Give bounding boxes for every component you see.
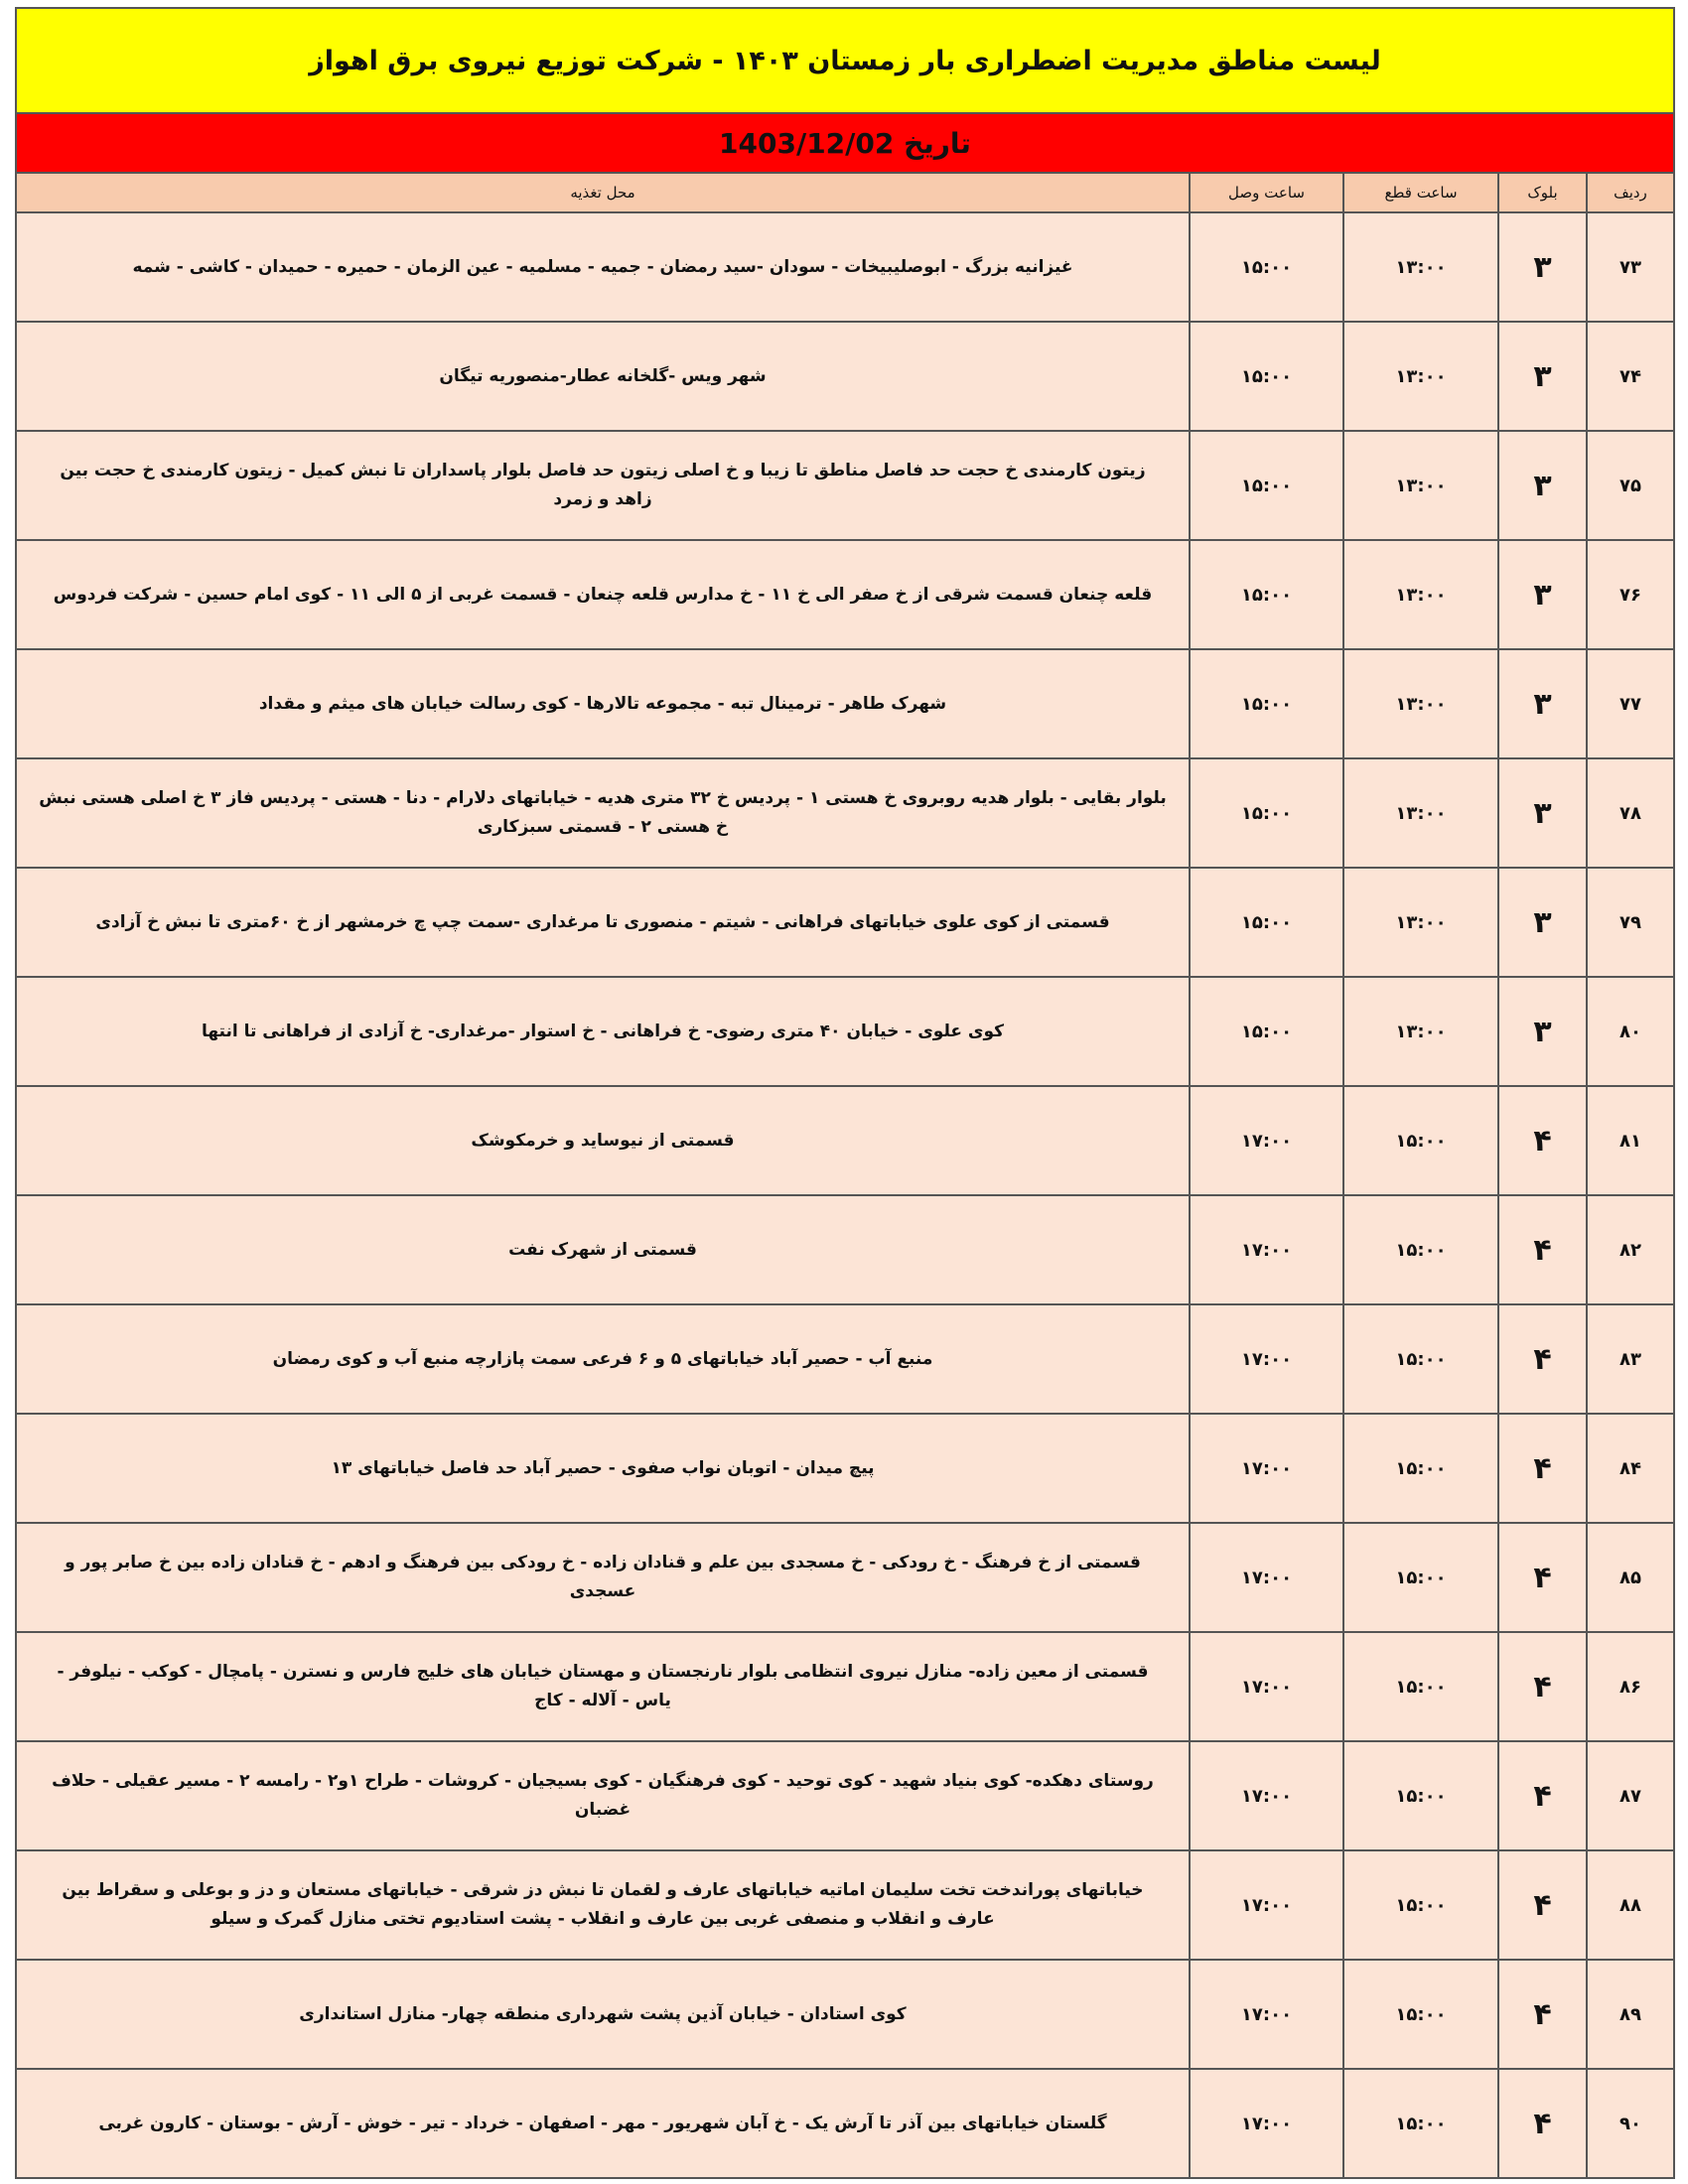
header-block: بلوک bbox=[1498, 173, 1587, 212]
table-row bbox=[16, 2069, 1674, 2178]
connect-time-cell: ۱۷:۰۰ bbox=[1190, 1414, 1343, 1523]
table-row bbox=[16, 1850, 1674, 1960]
connect-time-cell: ۱۷:۰۰ bbox=[1190, 1086, 1343, 1195]
area-cell: قسمتی از شهرک نفت bbox=[16, 1195, 1190, 1304]
row-number-cell: ۸۱ bbox=[1587, 1086, 1674, 1195]
block-cell: ۴ bbox=[1498, 2069, 1587, 2178]
area-cell: منبع آب - حصیر آباد خیاباتهای ۵ و ۶ فرعی سمت پازارچه منبع آب و کوی رمضان bbox=[16, 1304, 1190, 1414]
block-cell: ۳ bbox=[1498, 977, 1587, 1086]
block-cell: ۴ bbox=[1498, 1960, 1587, 2069]
area-cell: غیزانیه بزرگ - ابوصلیبیخات - سودان -سید رمضان - جمیه - مسلمیه - عین الزمان - حمیره - حمیدان - کاشی - شمه bbox=[16, 212, 1190, 322]
cut-time-cell: ۱۵:۰۰ bbox=[1343, 1523, 1498, 1632]
table-row bbox=[16, 431, 1674, 540]
row-number-cell: ۸۳ bbox=[1587, 1304, 1674, 1414]
table-row bbox=[16, 322, 1674, 431]
block-cell: ۳ bbox=[1498, 868, 1587, 977]
row-number-cell: ۷۶ bbox=[1587, 540, 1674, 649]
header-connect-time: ساعت وصل bbox=[1190, 173, 1343, 212]
date-line: تاریخ 1403/12/02 bbox=[15, 114, 1675, 172]
block-cell: ۴ bbox=[1498, 1632, 1587, 1741]
table-row bbox=[16, 977, 1674, 1086]
block-cell: ۴ bbox=[1498, 1741, 1587, 1850]
row-number-cell: ۸۰ bbox=[1587, 977, 1674, 1086]
area-cell: قسمتی از کوی علوی خیاباتهای فراهانی - شیتم - منصوری تا مرغداری -سمت چپ چ خرمشهر از خ ۶۰متری تا نبش خ آزادی bbox=[16, 868, 1190, 977]
row-number-cell: ۸۷ bbox=[1587, 1741, 1674, 1850]
block-cell: ۴ bbox=[1498, 1304, 1587, 1414]
cut-time-cell: ۱۵:۰۰ bbox=[1343, 1850, 1498, 1960]
row-number-cell: ۷۹ bbox=[1587, 868, 1674, 977]
block-cell: ۳ bbox=[1498, 540, 1587, 649]
schedule-sheet bbox=[15, 7, 1675, 2179]
area-cell: خیاباتهای پوراندخت تخت سلیمان اماتیه خیاباتهای عارف و لقمان تا نبش دز شرقی - خیاباتهای مستعان و دز و بوعلی و سقراط بین عارف و انقلاب و منصفی غربی بین عارف و انقلاب - پشت استادیوم تختی منازل گمرک و سیلو bbox=[16, 1850, 1190, 1960]
cut-time-cell: ۱۵:۰۰ bbox=[1343, 2069, 1498, 2178]
area-cell: شهرک طاهر - ترمینال تبه - مجموعه تالارها - کوی رسالت خیابان های میثم و مقداد bbox=[16, 649, 1190, 758]
block-cell: ۴ bbox=[1498, 1414, 1587, 1523]
header-cut-time: ساعت قطع bbox=[1343, 173, 1498, 212]
connect-time-cell: ۱۵:۰۰ bbox=[1190, 431, 1343, 540]
row-number-cell: ۸۴ bbox=[1587, 1414, 1674, 1523]
header-area: محل تغذیه bbox=[16, 173, 1190, 212]
cut-time-cell: ۱۵:۰۰ bbox=[1343, 1304, 1498, 1414]
area-cell: قلعه چنعان قسمت شرقی از خ صفر الی خ ۱۱ - خ مدارس قلعه چنعان - قسمت غربی از ۵ الی ۱۱ - کوی امام حسین - شرکت فردوس bbox=[16, 540, 1190, 649]
block-cell: ۳ bbox=[1498, 649, 1587, 758]
block-cell: ۳ bbox=[1498, 758, 1587, 868]
connect-time-cell: ۱۷:۰۰ bbox=[1190, 2069, 1343, 2178]
connect-time-cell: ۱۵:۰۰ bbox=[1190, 977, 1343, 1086]
cut-time-cell: ۱۵:۰۰ bbox=[1343, 1960, 1498, 2069]
area-cell: قسمتی از نیوساید و خرمکوشک bbox=[16, 1086, 1190, 1195]
cut-time-cell: ۱۵:۰۰ bbox=[1343, 1195, 1498, 1304]
cut-time-cell: ۱۳:۰۰ bbox=[1343, 649, 1498, 758]
row-number-cell: ۸۹ bbox=[1587, 1960, 1674, 2069]
cut-time-cell: ۱۵:۰۰ bbox=[1343, 1741, 1498, 1850]
area-cell: شهر ویس -گلخانه عطار-منصوریه تیگان bbox=[16, 322, 1190, 431]
row-number-cell: ۸۸ bbox=[1587, 1850, 1674, 1960]
table-row bbox=[16, 1632, 1674, 1741]
block-cell: ۳ bbox=[1498, 212, 1587, 322]
connect-time-cell: ۱۷:۰۰ bbox=[1190, 1960, 1343, 2069]
area-cell: گلستان خیاباتهای بین آذر تا آرش یک - خ آبان شهریور - مهر - اصفهان - خرداد - تیر - خوش - آرش - بوستان - کارون غربی bbox=[16, 2069, 1190, 2178]
row-number-cell: ۸۶ bbox=[1587, 1632, 1674, 1741]
row-number-cell: ۷۳ bbox=[1587, 212, 1674, 322]
table-row bbox=[16, 1195, 1674, 1304]
row-number-cell: ۷۵ bbox=[1587, 431, 1674, 540]
cut-time-cell: ۱۵:۰۰ bbox=[1343, 1086, 1498, 1195]
row-number-cell: ۷۷ bbox=[1587, 649, 1674, 758]
table-row bbox=[16, 1960, 1674, 2069]
page-title: لیست مناطق مدیریت اضطراری بار زمستان ۱۴۰۳ - شرکت توزیع نیروی برق اهواز bbox=[15, 7, 1675, 114]
connect-time-cell: ۱۵:۰۰ bbox=[1190, 868, 1343, 977]
cut-time-cell: ۱۵:۰۰ bbox=[1343, 1414, 1498, 1523]
row-number-cell: ۸۵ bbox=[1587, 1523, 1674, 1632]
area-cell: قسمتی از معین زاده- منازل نیروی انتظامی بلوار نارنجستان و مهستان خیابان های خلیج فارس و نسترن - پامچال - کوکب - نیلوفر - یاس - آلاله - کاج bbox=[16, 1632, 1190, 1741]
row-number-cell: ۷۴ bbox=[1587, 322, 1674, 431]
schedule-table bbox=[15, 172, 1675, 2179]
table-row bbox=[16, 868, 1674, 977]
row-number-cell: ۷۸ bbox=[1587, 758, 1674, 868]
connect-time-cell: ۱۷:۰۰ bbox=[1190, 1632, 1343, 1741]
table-row bbox=[16, 649, 1674, 758]
block-cell: ۴ bbox=[1498, 1850, 1587, 1960]
connect-time-cell: ۱۵:۰۰ bbox=[1190, 212, 1343, 322]
table-row bbox=[16, 1523, 1674, 1632]
cut-time-cell: ۱۳:۰۰ bbox=[1343, 758, 1498, 868]
block-cell: ۴ bbox=[1498, 1086, 1587, 1195]
table-row bbox=[16, 212, 1674, 322]
connect-time-cell: ۱۷:۰۰ bbox=[1190, 1741, 1343, 1850]
area-cell: روستای دهکده- کوی بنیاد شهید - کوی توحید - کوی فرهنگیان - کوی بسیجیان - کروشات - طراح ۱و۲ - رامسه ۲ - مسیر عقیلی - حلاف غضبان bbox=[16, 1741, 1190, 1850]
cut-time-cell: ۱۳:۰۰ bbox=[1343, 868, 1498, 977]
area-cell: بلوار بقایی - بلوار هدیه روبروی خ هستی ۱ - پردیس خ ۳۲ متری هدیه - خیاباتهای دلارام - دنا - هستی - پردیس فاز ۳ خ اصلی هستی نبش خ هستی ۲ - قسمتی سبزکاری bbox=[16, 758, 1190, 868]
header-row-number: ردیف bbox=[1587, 173, 1674, 212]
cut-time-cell: ۱۳:۰۰ bbox=[1343, 322, 1498, 431]
table-row bbox=[16, 540, 1674, 649]
cut-time-cell: ۱۳:۰۰ bbox=[1343, 431, 1498, 540]
connect-time-cell: ۱۵:۰۰ bbox=[1190, 649, 1343, 758]
connect-time-cell: ۱۷:۰۰ bbox=[1190, 1304, 1343, 1414]
connect-time-cell: ۱۷:۰۰ bbox=[1190, 1523, 1343, 1632]
connect-time-cell: ۱۵:۰۰ bbox=[1190, 758, 1343, 868]
area-cell: کوی استادان - خیابان آذین پشت شهرداری منطقه چهار- منازل استانداری bbox=[16, 1960, 1190, 2069]
block-cell: ۴ bbox=[1498, 1523, 1587, 1632]
area-cell: قسمتی از خ فرهنگ - خ رودکی - خ مسجدی بین علم و قنادان زاده - خ رودکی بین فرهنگ و ادهم - خ قنادان زاده بین خ صابر پور و عسجدی bbox=[16, 1523, 1190, 1632]
table-row bbox=[16, 1304, 1674, 1414]
connect-time-cell: ۱۵:۰۰ bbox=[1190, 540, 1343, 649]
connect-time-cell: ۱۵:۰۰ bbox=[1190, 322, 1343, 431]
table-row bbox=[16, 1086, 1674, 1195]
block-cell: ۳ bbox=[1498, 431, 1587, 540]
area-cell: زیتون کارمندی خ حجت حد فاصل مناطق تا زیبا و خ اصلی زیتون حد فاصل بلوار پاسداران تا نبش کمیل - زیتون کارمندی خ حجت بین زاهد و زمرد bbox=[16, 431, 1190, 540]
block-cell: ۴ bbox=[1498, 1195, 1587, 1304]
connect-time-cell: ۱۷:۰۰ bbox=[1190, 1850, 1343, 1960]
table-header-row bbox=[16, 173, 1674, 212]
area-cell: کوی علوی - خیابان ۴۰ متری رضوی- خ فراهانی - خ استوار -مرغداری- خ آزادی از فراهانی تا انتها bbox=[16, 977, 1190, 1086]
cut-time-cell: ۱۳:۰۰ bbox=[1343, 540, 1498, 649]
table-row bbox=[16, 1414, 1674, 1523]
area-cell: پیچ میدان - اتوبان نواب صفوی - حصیر آباد حد فاصل خیاباتهای ۱۳ bbox=[16, 1414, 1190, 1523]
table-row bbox=[16, 1741, 1674, 1850]
cut-time-cell: ۱۳:۰۰ bbox=[1343, 977, 1498, 1086]
block-cell: ۳ bbox=[1498, 322, 1587, 431]
cut-time-cell: ۱۵:۰۰ bbox=[1343, 1632, 1498, 1741]
table-row bbox=[16, 758, 1674, 868]
cut-time-cell: ۱۳:۰۰ bbox=[1343, 212, 1498, 322]
row-number-cell: ۹۰ bbox=[1587, 2069, 1674, 2178]
row-number-cell: ۸۲ bbox=[1587, 1195, 1674, 1304]
connect-time-cell: ۱۷:۰۰ bbox=[1190, 1195, 1343, 1304]
